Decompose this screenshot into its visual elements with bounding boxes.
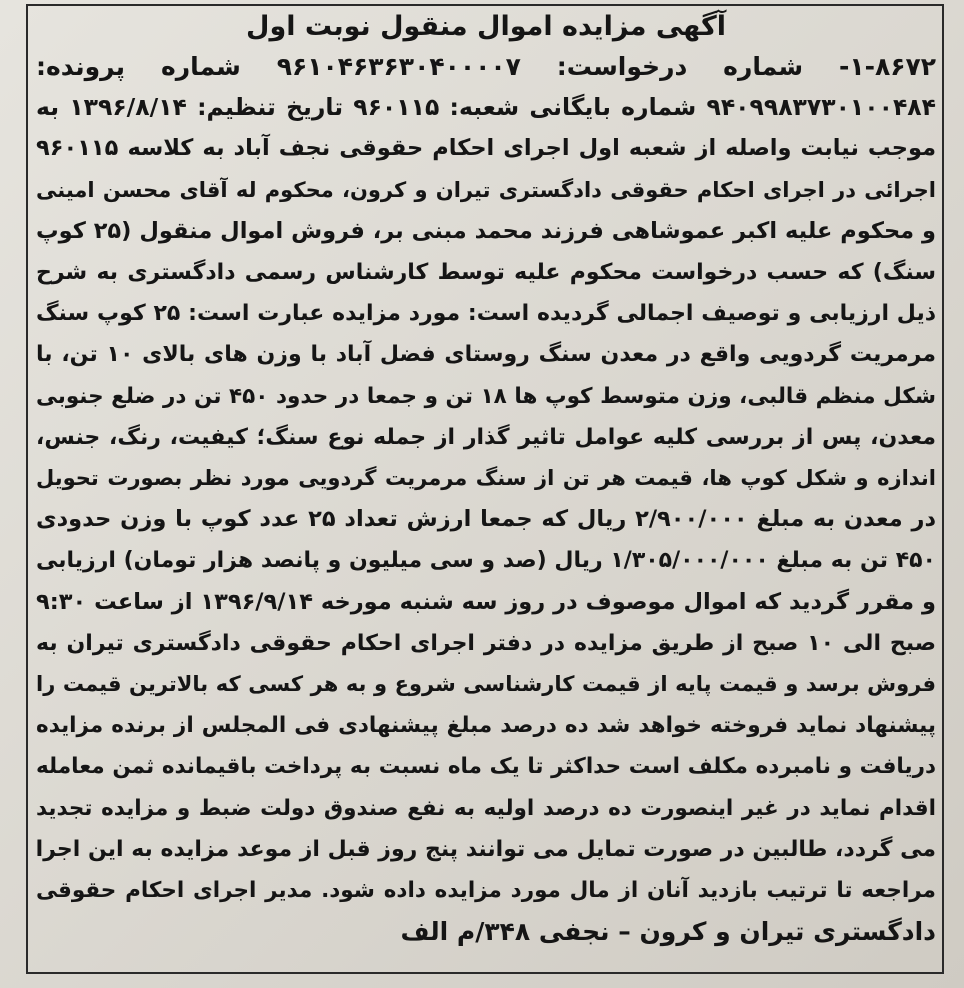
notice-line: دریافت و نامبرده مکلف است حداکثر تا یک ماه نسبت به پرداخت باقیمانده ثمن معامله <box>36 754 936 780</box>
notice-line: ۱-۸۶۷۲- شماره درخواست: ۹۶۱۰۴۶۳۶۳۰۴۰۰۰۰۷ شماره پرونده: <box>36 52 936 81</box>
notice-line: اندازه و شکل کوپ ها، قیمت هر تن از سنگ مرمریت گردویی مورد نظر بصورت تحویل <box>36 466 936 491</box>
auction-notice <box>36 8 936 968</box>
notice-line: مرمریت گردویی واقع در معدن سنگ روستای فضل آباد با وزن های بالای ۱۰ تن، با <box>36 342 936 368</box>
notice-line: اقدام نماید در غیر اینصورت ده درصد اولیه به نفع صندوق دولت ضبط و مزایده تجدید <box>36 795 936 821</box>
notice-line: ۴۵۰ تن به مبلغ ۱/۳۰۵/۰۰۰/۰۰۰ ریال (صد و سی میلیون و پانصد هزار تومان) ارزیابی <box>36 548 936 574</box>
notice-line: و مقرر گردید که اموال موصوف در روز سه شنبه مورخه ۱۳۹۶/۹/۱۴ از ساعت ۹:۳۰ <box>36 588 936 615</box>
notice-title: آگهی مزایده اموال منقول نوبت اول <box>246 11 726 42</box>
notice-line: پیشنهاد نماید فروخته خواهد شد ده درصد مبلغ پیشنهادی فی المجلس از برنده مزایده <box>36 713 936 739</box>
notice-line: دادگستری تیران و کرون – نجفی ۳۴۸/م الف <box>400 917 936 947</box>
notice-line: شکل منظم قالبی، وزن متوسط کوپ ها ۱۸ تن و جمعا در حدود ۴۵۰ تن در ضلع جنوبی <box>36 383 936 409</box>
notice-line: ۹۴۰۹۹۸۳۷۳۰۱۰۰۴۸۴ شماره بایگانی شعبه: ۹۶۰۱۱۵ تاریخ تنظیم: ۱۳۹۶/۸/۱۴ به <box>36 93 936 122</box>
notice-line: موجب نیابت واصله از شعبه اول اجرای احکام حقوقی نجف آباد به کلاسه ۹۶۰۱۱۵ <box>36 135 936 162</box>
notice-line: سنگ) که حسب درخواست محکوم علیه توسط کارشناس رسمی دادگستری به شرح <box>36 260 936 286</box>
notice-line: ذیل ارزیابی و توصیف اجمالی گردیده است: مورد مزایده عبارت است: ۲۵ کوپ سنگ <box>36 301 936 327</box>
notice-line: معدن، پس از بررسی کلیه عوامل تاثیر گذار از جمله نوع سنگ؛ کیفیت، رنگ، جنس، <box>36 424 936 450</box>
notice-line: مراجعه تا ترتیب بازدید آنان از مال مورد مزایده داده شود. مدیر اجرای احکام حقوقی <box>36 878 936 904</box>
notice-line: اجرائی در اجرای احکام حقوقی دادگستری تیران و کرون، محکوم له آقای محسن امینی <box>36 177 936 202</box>
notice-line: در معدن به مبلغ ۲/۹۰۰/۰۰۰ ریال که جمعا ارزش تعداد ۲۵ عدد کوپ با وزن حدودی <box>36 506 936 533</box>
notice-line: فروش برسد و قیمت پایه از قیمت کارشناسی شروع و به هر کسی که بالاترین قیمت را <box>36 672 936 697</box>
notice-line: می گردد، طالبین در صورت تمایل می توانند پنج روز قبل از موعد مزایده به این اجرا <box>36 836 936 862</box>
notice-line: و محکوم علیه اکبر عموشاهی فرزند محمد مبنی بر، فروش اموال منقول (۲۵ کوپ <box>36 217 936 244</box>
notice-line: صبح الی ۱۰ صبح از طریق مزایده در دفتر اجرای احکام حقوقی دادگستری تیران به <box>36 630 936 656</box>
